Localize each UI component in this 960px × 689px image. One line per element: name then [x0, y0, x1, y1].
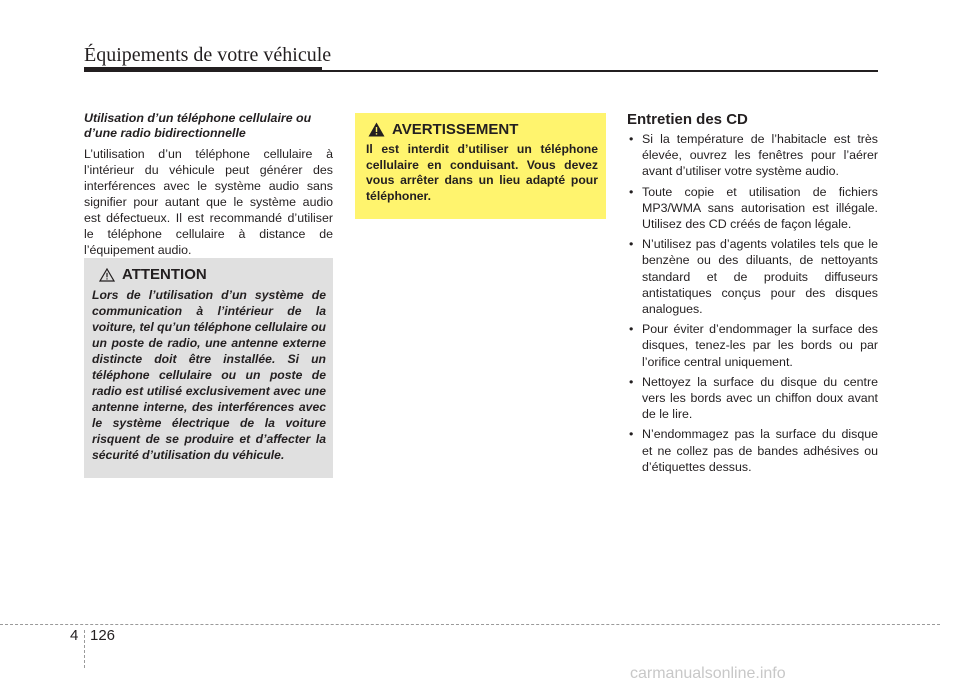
warning-title: AVERTISSEMENT [392, 121, 519, 138]
header-rule-thin [322, 70, 878, 72]
footer-vertical-divider [84, 630, 85, 668]
page-header-title: Équipements de votre véhicule [84, 44, 332, 66]
header-rule-thick [84, 67, 322, 72]
list-item: • N’endommagez pas la surface du disque et ne collez pas de bandes adhésives ou d’étiquettes dessus. [629, 427, 878, 474]
attention-text: Lors de l’utilisation d’un système de communication à l’intérieur de la voiture, tel qu’un téléphone cellulaire ou un poste de radio, une antenne externe distincte doit être installée. Si un téléphone cellulaire ou un poste de radio est utilisé exclusivement avec une antenne interne, des interférences avec le système électrique de la voiture risquent de se produire et d’affecter la sécurité d’utilisation du véhicule. [92, 288, 326, 462]
chapter-number: 4 [70, 627, 79, 644]
page-number: 126 [90, 627, 116, 644]
attention-box [84, 258, 333, 478]
list-item: • N’utilisez pas d’agents volatiles tels que le benzène ou des diluants, de nettoyants standard et de produits diffuseurs antistatiques conçus pour des disques analogues. [629, 237, 878, 317]
cd-bullet-list [627, 131, 878, 475]
phone-section-body: L’utilisation d’un téléphone cellulaire à l’intérieur du véhicule peut générer des interférences avec le système audio sans signifier pour autant que le système audio est défectueux. Il est recommandé d’utiliser le téléphone cellulaire à distance de l’équipement audio. [84, 147, 333, 257]
attention-title: ATTENTION [122, 266, 207, 283]
cd-heading: Entretien des CD [627, 111, 748, 128]
list-item: • Pour éviter d’endommager la surface des disques, tenez-les par les bords ou par l’orifice central uniquement. [629, 322, 878, 369]
list-item: • Nettoyez la surface du disque du centre vers les bords avec un chiffon doux avant de le lire. [629, 374, 878, 422]
cd-section [627, 111, 878, 479]
list-item: • Si la température de l’habitacle est très élevée, ouvrez les fenêtres pour l’aérer avant d’utiliser votre système audio. [629, 132, 878, 179]
warning-triangle-outline-icon [99, 268, 115, 282]
warning-box [355, 113, 606, 219]
footer-divider [0, 624, 940, 625]
list-item: • Toute copie et utilisation de fichiers MP3/WMA sans autorisation est illégale. Utilisez des CD créés de façon légale. [629, 184, 878, 232]
watermark: carmanualsonline.info [630, 665, 786, 682]
phone-section [84, 111, 333, 258]
warning-triangle-filled-icon [368, 122, 385, 137]
phone-section-heading: Utilisation d’un téléphone cellulaire ou d’une radio bidirectionnelle [84, 111, 312, 140]
warning-text: Il est interdit d’utiliser un téléphone cellulaire en conduisant. Vous devez vous arrêter dans un lieu adapté pour téléphoner. [366, 142, 598, 203]
